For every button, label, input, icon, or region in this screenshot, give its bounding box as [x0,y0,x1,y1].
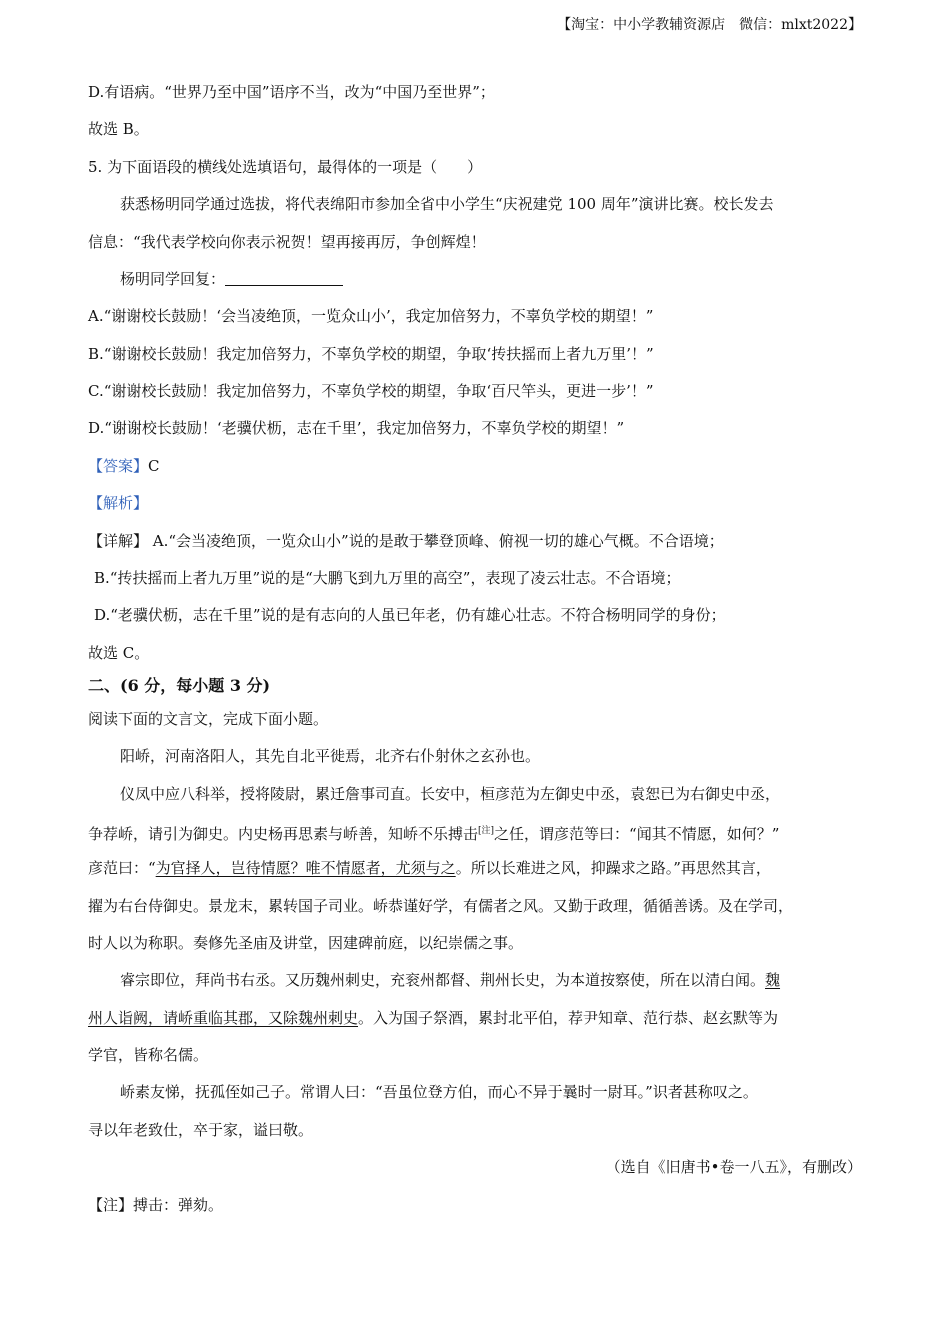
q5-passage-line-2: 信息：“我代表学校向你表示祝贺！望再接再厉，争创辉煌！ [88,233,486,251]
classical-p3-line-1 [120,970,780,990]
q5-option-d: D.“谢谢校长鼓励！‘老骥伏枥，志在千里’，我定加倍努力，不辜负学校的期望！” [88,419,625,437]
section-2-instruction: 阅读下面的文言文，完成下面小题。 [88,710,329,728]
detail-a [88,531,724,551]
p2-line-3-part-b: 。所以长难进之风，抑躁求之路。”再思然其言， [455,859,771,877]
footnote-marker: [注] [478,826,495,836]
q5-stem: 5. 为下面语段的横线处选填语句，最得体的一项是（ ） [88,158,483,176]
section-2-heading: 二、(6 分，每小题 3 分) [88,676,271,695]
p3-line-1-part-a: 睿宗即位，拜尚书右丞。又历魏州刺史，充衮州都督、荆州长史，为本道按察使，所在以清白闻。 [120,971,766,989]
q4-conclusion: 故选 B。 [88,120,149,138]
answer-blank [225,271,343,286]
q5-reply-label: 杨明同学回复： [120,270,226,288]
footnote: 【注】搏击：弹劾。 [88,1196,224,1214]
analysis-label: 【解析】 [88,494,149,512]
classical-p2-line-5: 时人以为称职。奏修先圣庙及讲堂，因建碑前庭，以纪崇儒之事。 [88,934,524,952]
underlined-sentence-2-start: 魏 [765,971,781,989]
classical-p3-line-3: 学官，皆称名儒。 [88,1046,209,1064]
page-header: 【淘宝：中小学教辅资源店 微信：mlxt2022】 [557,17,862,33]
q4-option-d-explanation: D.有语病。“世界乃至中国”语序不当，改为“中国乃至世界”； [88,83,495,101]
p2-line-2-part-b: 之任，谓彦范等曰：“闻其不情愿，如何？” [494,825,780,843]
classical-p2-line-2 [88,821,779,844]
classical-p2-line-1: 仪凤中应八科举，授将陵尉，累迁詹事司直。长安中，桓彦范为左御史中丞，袁恕已为右御史中丞， [120,785,781,803]
q5-option-a: A.“谢谢校长鼓励！‘会当凌绝顶，一览众山小’，我定加倍努力，不辜负学校的期望！” [88,307,654,325]
q5-answer [88,456,160,476]
detail-a-text: A.“会当凌绝顶，一览众山小”说的是敢于攀登顶峰、俯视一切的雄心气概。不合语境； [148,532,724,550]
classical-p2-line-4: 擢为右台侍御史。景龙末，累转国子司业。峤恭谨好学，有儒者之风。又勤于政理，循循善诱。及在学司， [88,897,794,915]
q5-passage-line-1: 获悉杨明同学通过选拔，将代表绵阳市参加全省中小学生“庆祝建党 100 周年”演讲比赛。校长发去 [120,195,774,213]
detail-b: B.“抟扶摇而上者九万里”说的是“大鹏飞到九万里的高空”，表现了凌云壮志。不合语境； [94,569,681,587]
classical-p3-line-2 [88,1008,778,1028]
p2-line-2-part-a: 争荐峤，请引为御史。内史杨再思素与峤善，知峤不乐搏击 [88,825,479,843]
p3-line-2-part-b: 。入为国子祭酒，累封北平伯，荐尹知章、范行恭、赵玄默等为 [358,1009,779,1027]
detail-label: 【详解】 [88,532,149,550]
detail-d: D.“老骥伏枥，志在千里”说的是有志向的人虽已年老，仍有雄心壮志。不符合杨明同学的身份； [94,606,726,624]
p2-line-3-part-a: 彦范曰：“ [88,859,156,877]
classical-p4-line-1: 峤素友悌，抚孤侄如己子。常谓人曰：“吾虽位登方伯，而心不异于曩时一尉耳。”识者甚称叹之。 [120,1083,758,1101]
underlined-sentence-2-end: 州人诣阙，请峤重临其郡，又除魏州刺史 [88,1009,359,1027]
q5-option-b: B.“谢谢校长鼓励！我定加倍努力，不辜负学校的期望，争取‘抟扶摇而上者九万里’！” [88,345,654,363]
source-citation: （选自《旧唐书•卷一八五》，有删改） [605,1158,862,1176]
classical-p2-line-3 [88,858,771,878]
q5-option-c: C.“谢谢校长鼓励！我定加倍努力，不辜负学校的期望，争取‘百尺竿头，更进一步’！” [88,382,654,400]
underlined-sentence-1: 为官择人，岂待情愿？唯不情愿者，尤须与之 [155,859,456,877]
q5-reply-line [120,269,343,289]
answer-label: 【答案】 [88,457,149,475]
classical-p4-line-2: 寻以年老致仕，卒于家，谥曰敬。 [88,1121,314,1139]
answer-value: C [148,457,160,475]
classical-paragraph-1: 阳峤，河南洛阳人，其先自北平徙焉，北齐右仆射休之玄孙也。 [120,747,541,765]
q5-conclusion: 故选 C。 [88,644,150,662]
